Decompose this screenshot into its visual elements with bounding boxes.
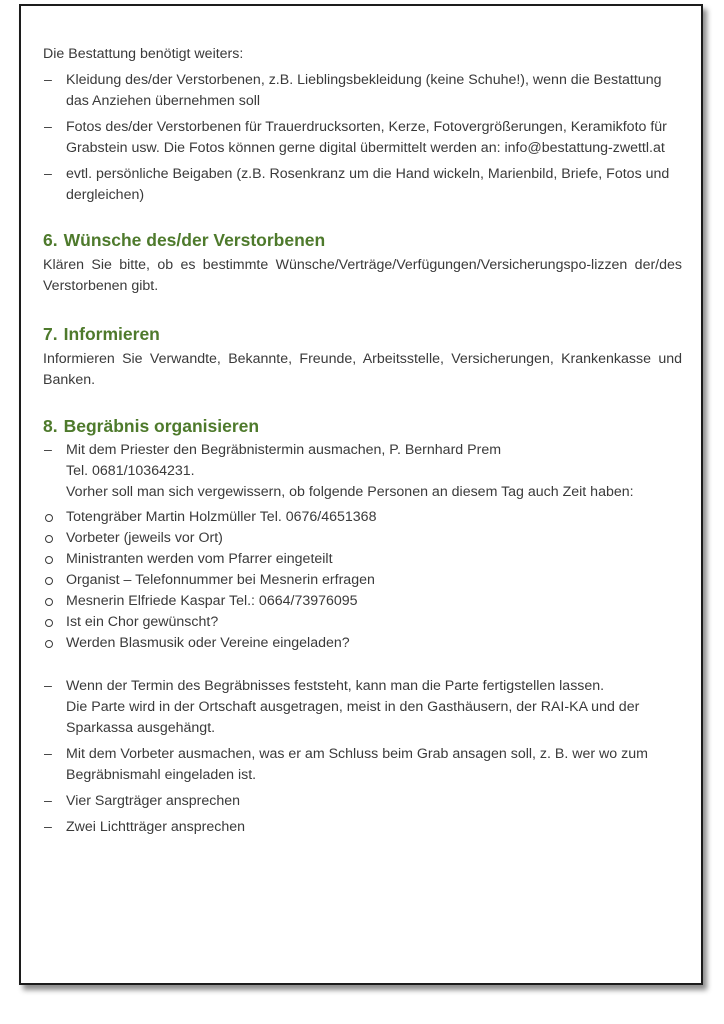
people-list-item-text: Ministranten werden vom Pfarrer eingeteilt (66, 551, 333, 567)
list-item (43, 117, 682, 159)
list-item-text: Kleidung des/der Verstorbenen, z.B. Lieblingsbekleidung (keine Schuhe!), wenn die Bestattung das Anziehen übernehmen soll (66, 72, 662, 109)
list-item (43, 164, 682, 206)
people-list-item-text: Vorbeter (jeweils vor Ort) (66, 530, 223, 546)
list-item (43, 440, 682, 503)
circle-bullet (45, 535, 53, 543)
section-text: Informieren Sie Verwandte, Bekannte, Freunde, Arbeitsstelle, Versicherungen, Krankenkasse und Banken. (43, 351, 682, 388)
people-list-item (43, 591, 682, 612)
circle-bullet (45, 577, 53, 585)
section-number: 7. (43, 324, 58, 344)
people-list-item (43, 507, 682, 528)
list-item (43, 744, 682, 786)
circle-bullet (45, 619, 53, 627)
dash-bullet: – (44, 793, 52, 809)
list-item-text: Mit dem Vorbeter ausmachen, was er am Schluss beim Grab ansagen soll, z. B. wer wo zum Begräbnismahl eingeladen ist. (66, 746, 648, 783)
people-list-item (43, 570, 682, 591)
section-heading-7 (43, 323, 682, 345)
section-title: Informieren (63, 324, 160, 344)
list-item-text: Zwei Lichtträger ansprechen (66, 819, 246, 835)
dash-bullet: – (44, 119, 52, 135)
dash-bullet: – (44, 746, 52, 762)
section-heading-8 (43, 415, 682, 437)
page-content (43, 44, 682, 838)
circle-bullet (45, 514, 53, 522)
circle-bullet (45, 556, 53, 564)
people-list-item-text: Mesnerin Elfriede Kaspar Tel.: 0664/73976095 (66, 593, 358, 609)
people-list-item-text: Organist – Telefonnummer bei Mesnerin erfragen (66, 572, 375, 588)
list-item-line: Wenn der Termin des Begräbnisses feststeht, kann man die Parte fertigstellen lassen. (66, 678, 605, 694)
people-list-item (43, 633, 682, 654)
people-list-item (43, 612, 682, 633)
list-item-text: Fotos des/der Verstorbenen für Trauerdrucksorten, Kerze, Fotovergrößerungen, Keramikfoto für Grabstein usw. Die Fotos können gerne digital übermittelt werden an: info@bestattung-zwettl.at (66, 119, 667, 156)
section-text: Klären Sie bitte, ob es bestimmte Wünsche/Verträge/Verfügungen/Versicherungspo-lizzen der/des Verstorbenen gibt. (43, 257, 682, 294)
people-list (43, 507, 682, 654)
intro-text: Die Bestattung benötigt weiters: (43, 46, 244, 62)
document-page (19, 4, 703, 985)
people-list-item (43, 528, 682, 549)
section-title: Wünsche des/der Verstorbenen (63, 230, 326, 250)
circle-bullet (45, 640, 53, 648)
list-item (43, 817, 682, 838)
people-list-item-text: Ist ein Chor gewünscht? (66, 614, 219, 630)
list-item-line: Vorher soll man sich vergewissern, ob folgende Personen an diesem Tag auch Zeit haben: (66, 484, 634, 500)
dash-bullet: – (44, 678, 52, 694)
dash-bullet: – (44, 442, 52, 458)
dash-bullet: – (44, 166, 52, 182)
dash-bullet: – (44, 819, 52, 835)
people-list-item (43, 549, 682, 570)
dash-bullet: – (44, 72, 52, 88)
list-item-text: evtl. persönliche Beigaben (z.B. Rosenkranz um die Hand wickeln, Marienbild, Briefe, Fotos und dergleichen) (66, 166, 670, 203)
list-item (43, 676, 682, 739)
list-item-line: Tel. 0681/10364231. (66, 463, 195, 479)
section-heading-6 (43, 229, 682, 251)
section-title: Begräbnis organisieren (63, 416, 260, 436)
list-item (43, 791, 682, 812)
list-item-line: Mit dem Priester den Begräbnistermin ausmachen, P. Bernhard Prem (66, 442, 502, 458)
list-item (43, 70, 682, 112)
circle-bullet (45, 598, 53, 606)
people-list-item-text: Totengräber Martin Holzmüller Tel. 0676/4651368 (66, 509, 377, 525)
list-item-line: Die Parte wird in der Ortschaft ausgetragen, meist in den Gasthäusern, der RAI-KA und der Sparkassa ausgehängt. (66, 699, 640, 736)
people-list-item-text: Werden Blasmusik oder Vereine eingeladen? (66, 635, 350, 651)
list-item-text: Vier Sargträger ansprechen (66, 793, 241, 809)
section-number: 8. (43, 416, 58, 436)
section-number: 6. (43, 230, 58, 250)
